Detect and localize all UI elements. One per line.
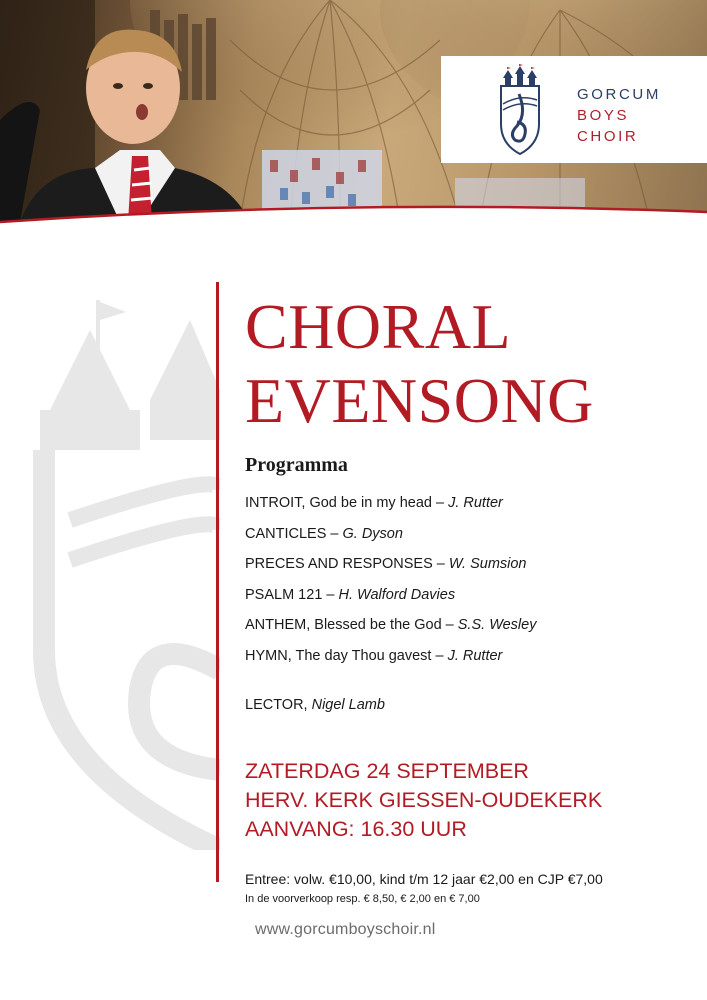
program-item-work: INTROIT, God be in my head – [245,495,449,511]
program-heading: Programma [245,454,348,476]
program-item-work: HYMN, The day Thou gavest – [245,648,448,664]
presale-prices: In de voorverkoop resp. € 8,50, € 2,00 en € 7,00 [245,893,480,905]
program-item-work: PRECES AND RESPONSES – [245,556,449,572]
program-item-composer: H. Walford Davies [338,587,456,603]
program-item [245,556,527,572]
header-photo [0,0,707,222]
header-wave-divider [0,200,707,236]
title-line-1: CHORAL [245,291,512,362]
program-item-work: ANTHEM, Blessed be the God – [245,617,458,633]
logo-text-choir: CHOIR [577,128,639,145]
ticket-prices: Entree: volw. €10,00, kind t/m 12 jaar €2,00 en CJP €7,00 [245,871,603,887]
choir-logo [441,56,707,163]
program-item-composer: S.S. Wesley [457,617,537,633]
lector-label: LECTOR, [245,697,312,713]
program-item [245,587,455,603]
event-start-time: AANVANG: 16.30 UUR [245,817,467,841]
logo-text-boys: BOYS [577,107,630,124]
lector-name: Nigel Lamb [311,697,385,713]
program-item-composer: G. Dyson [342,526,403,542]
program-item [245,526,403,542]
program-lector [245,697,385,713]
website-link[interactable]: www.gorcumboyschoir.nl [255,921,436,938]
program-item-composer: W. Sumsion [448,556,527,572]
program-item [245,648,502,664]
program-item-work: PSALM 121 – [245,587,339,603]
title-line-2: EVENSONG [245,365,594,436]
vertical-accent-line [216,282,219,882]
page-title [245,290,594,438]
event-date: ZATERDAG 24 SEPTEMBER [245,759,529,783]
program-item [245,495,503,511]
program-item-work: CANTICLES – [245,526,343,542]
logo-text-gorcum: GORCUM [577,86,661,103]
program-item [245,617,536,633]
watermark-crest-icon [30,290,220,850]
program-item-composer: J. Rutter [447,648,503,664]
crest-icon [497,64,543,156]
event-location: HERV. KERK GIESSEN-OUDEKERK [245,788,603,812]
program-item-composer: J. Rutter [448,495,503,511]
